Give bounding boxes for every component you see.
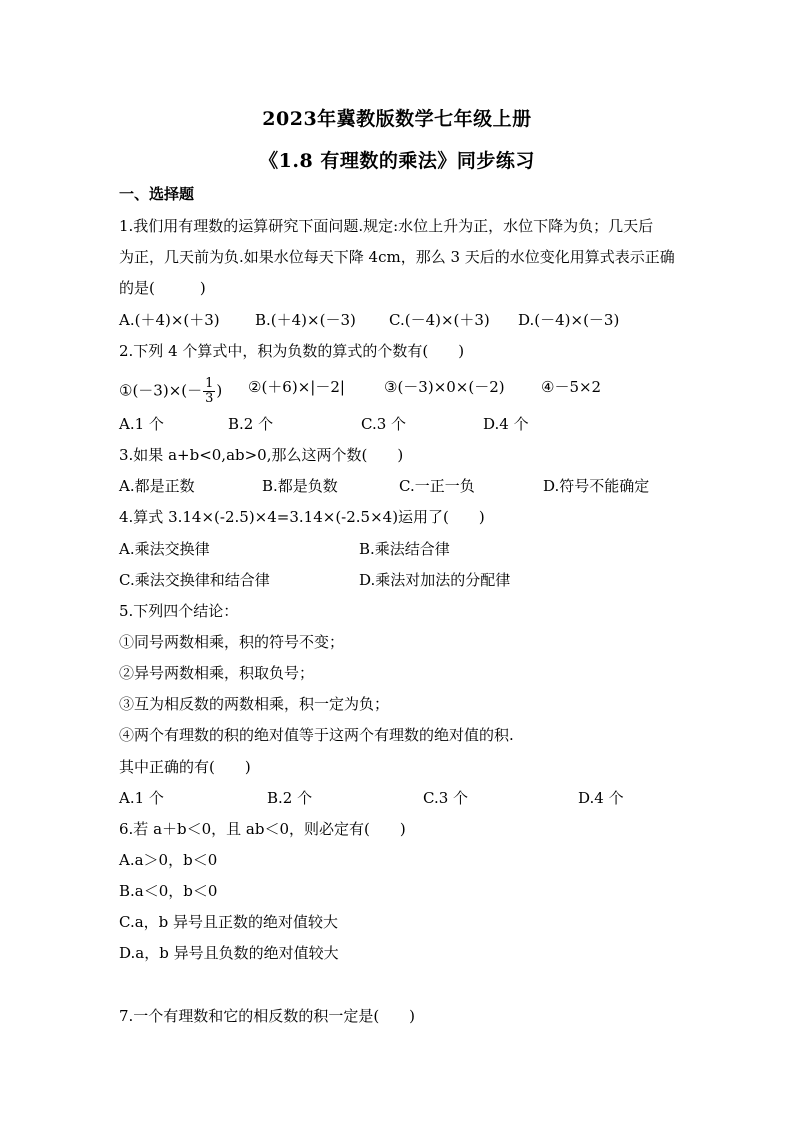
q1-stem-line2: 为正，几天前为负.如果水位每天下降 4cm，那么 3 天后的水位变化用算式表示正确 bbox=[119, 248, 675, 266]
q2-expression-2: ②(＋6)×|－2| bbox=[248, 378, 345, 396]
q3-option-d: D.符号不能确定 bbox=[543, 477, 650, 495]
q4-option-d: D.乘法对加法的分配律 bbox=[359, 571, 511, 589]
q1-option-d: D.(－4)×(－3) bbox=[518, 311, 620, 329]
q6-stem: 6.若 a＋b＜0，且 ab＜0，则必定有( ) bbox=[119, 820, 406, 838]
q2-option-b: B.2 个 bbox=[228, 415, 274, 433]
section-heading: 一、选择题 bbox=[119, 185, 195, 203]
q2-expression-4: ④－5×2 bbox=[541, 378, 602, 396]
q2-expression-3: ③(－3)×0×(－2) bbox=[384, 378, 505, 396]
q6-option-d: D.a，b 异号且负数的绝对值较大 bbox=[119, 944, 339, 962]
q5-option-c: C.3 个 bbox=[423, 789, 469, 807]
worksheet-title: 2023年冀教版数学七年级上册 bbox=[262, 108, 532, 130]
q1-option-c: C.(－4)×(＋3) bbox=[389, 311, 490, 329]
q4-option-b: B.乘法结合律 bbox=[359, 540, 450, 558]
q3-option-c: C.一正一负 bbox=[399, 477, 475, 495]
q5-option-b: B.2 个 bbox=[267, 789, 313, 807]
q5-statement-3: ③互为相反数的两数相乘，积一定为负； bbox=[119, 695, 390, 713]
fraction-denominator: 3 bbox=[205, 391, 214, 406]
q4-option-a: A.乘法交换律 bbox=[119, 540, 210, 558]
q2-option-a: A.1 个 bbox=[119, 415, 164, 433]
q6-option-c: C.a，b 异号且正数的绝对值较大 bbox=[119, 913, 339, 931]
q2-option-d: D.4 个 bbox=[483, 415, 529, 433]
q5-stem: 5.下列四个结论： bbox=[119, 602, 239, 620]
q2-expression-1 bbox=[119, 377, 222, 406]
fraction-numerator: 1 bbox=[205, 376, 214, 391]
fraction bbox=[203, 377, 215, 406]
q6-option-a: A.a＞0，b＜0 bbox=[119, 851, 218, 869]
q3-option-a: A.都是正数 bbox=[119, 477, 195, 495]
q3-stem: 3.如果 a+b<0,ab>0,那么这两个数( ) bbox=[119, 446, 404, 464]
q4-option-c: C.乘法交换律和结合律 bbox=[119, 571, 270, 589]
q1-option-b: B.(＋4)×(－3) bbox=[255, 311, 356, 329]
worksheet-subtitle: 《1.8 有理数的乘法》同步练习 bbox=[259, 150, 535, 172]
q5-option-a: A.1 个 bbox=[119, 789, 164, 807]
q3-option-b: B.都是负数 bbox=[262, 477, 338, 495]
q5-option-d: D.4 个 bbox=[578, 789, 624, 807]
q2-option-c: C.3 个 bbox=[361, 415, 407, 433]
q2-stem: 2.下列 4 个算式中，积为负数的算式的个数有( ) bbox=[119, 342, 465, 360]
q1-stem-line3: 的是( ) bbox=[119, 279, 206, 297]
q1-stem-line1: 1.我们用有理数的运算研究下面问题.规定:水位上升为正，水位下降为负；几天后 bbox=[119, 217, 654, 235]
q5-question: 其中正确的有( ) bbox=[119, 758, 251, 776]
q2-expr1-suffix: ) bbox=[216, 381, 223, 400]
q1-option-a: A.(＋4)×(＋3) bbox=[119, 311, 220, 329]
q5-statement-4: ④两个有理数的积的绝对值等于这两个有理数的绝对值的积. bbox=[119, 726, 514, 744]
q5-statement-1: ①同号两数相乘，积的符号不变； bbox=[119, 633, 345, 651]
q6-option-b: B.a＜0，b＜0 bbox=[119, 882, 218, 900]
q7-stem: 7.一个有理数和它的相反数的积一定是( ) bbox=[119, 1007, 416, 1025]
q4-stem: 4.算式 3.14×(-2.5)×4=3.14×(-2.5×4)运用了( ) bbox=[119, 508, 485, 526]
q2-expr1-prefix: ①(－3)×(－ bbox=[119, 381, 203, 400]
q5-statement-2: ②异号两数相乘，积取负号； bbox=[119, 664, 315, 682]
